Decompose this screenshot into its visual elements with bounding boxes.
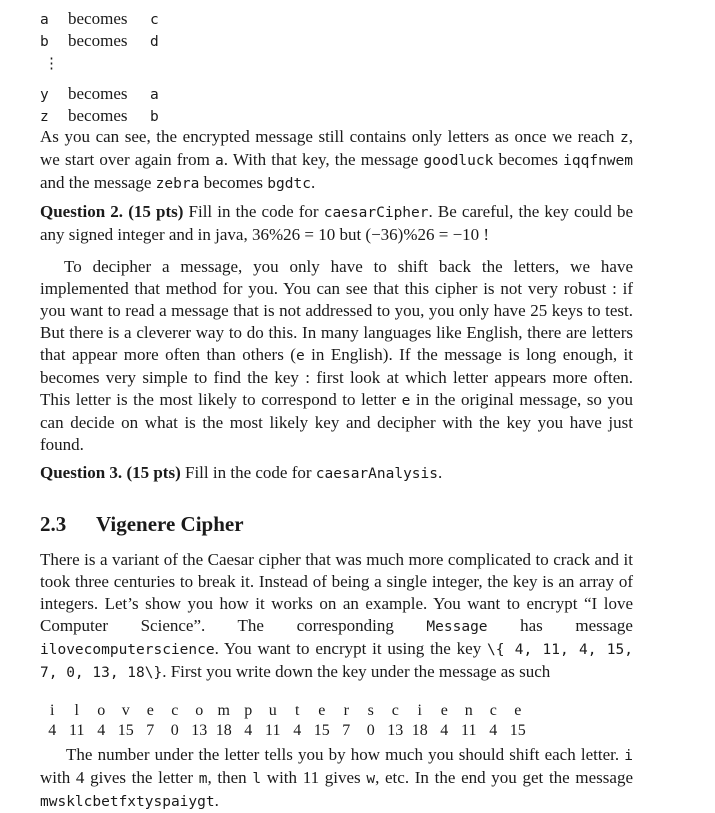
cipher-map-row: [40, 9, 159, 29]
message-letter: e: [146, 702, 154, 719]
key-shift: 15: [313, 722, 330, 739]
key-shift: 7: [146, 722, 155, 739]
message-letters-row: [40, 701, 530, 721]
message-letter: o: [195, 702, 204, 719]
code: iqqfnwem: [563, 153, 633, 169]
text: There is a variant of the Caesar cipher that was much more complicated to crack and it took three centuries to break it. Instead of being a single integer, the key is an array of integers. Let’s show you how it works on an example. You want to encrypt “I love Computer Science”. The corresponding: [40, 550, 633, 635]
code: \{ 4, 11, 4, 15, 7, 0, 13, 18\}: [40, 642, 633, 681]
message-letter: u: [268, 702, 277, 719]
code: caesarAnalysis: [315, 466, 438, 482]
key-shift: 4: [489, 722, 498, 739]
text: , etc. In the end you get the message: [375, 768, 633, 787]
text: in the original message, so you can decide on what is the most likely key and decipher with the key you have just found.: [40, 390, 633, 454]
question-2: [40, 201, 633, 246]
message-letter: c: [391, 702, 399, 719]
key-shift: 18: [215, 722, 232, 739]
paragraph-vigenere-intro: [40, 549, 633, 684]
cipher-map-source: a: [40, 12, 49, 28]
code: l: [252, 771, 262, 787]
message-letter: i: [50, 702, 55, 719]
key-shift: 4: [293, 722, 302, 739]
key-shift: 4: [48, 722, 57, 739]
cipher-map-word: becomes: [68, 9, 128, 28]
text: .: [438, 463, 443, 482]
message-letter: s: [367, 702, 374, 719]
cipher-map-target: b: [150, 109, 159, 125]
message-letter: o: [97, 702, 106, 719]
code: z: [620, 130, 629, 146]
cipher-map-target: a: [150, 87, 159, 103]
text: To decipher a message, you only have to shift back the letters, we have implemented that method for you. You can see that this cipher is not very robust : if you want to read a message that is not addressed to you, you only have 25 keys to test. But there is a cleverer way to do this. In many languages like English, there are letters that appear more often than others (: [40, 257, 633, 364]
text: with 4 gives the letter: [40, 768, 199, 787]
cipher-map-row: [40, 106, 159, 126]
section-heading: [40, 512, 244, 537]
text: in English). If the message is long enough, it becomes very simple to find the key : first look at which letter appears more often. This letter is the most likely to correspond to letter: [40, 345, 633, 409]
message-letter: t: [295, 702, 300, 719]
question-3: [40, 462, 633, 485]
text: becomes: [199, 173, 268, 192]
section-title: Vigenere Cipher: [96, 512, 244, 536]
key-shift: 0: [170, 722, 179, 739]
text: becomes: [493, 150, 564, 169]
key-shift: 15: [509, 722, 526, 739]
paragraph-vigenere-result: [40, 744, 633, 813]
code: goodluck: [423, 153, 494, 169]
key-shift: 4: [244, 722, 253, 739]
cipher-map-row: [40, 84, 159, 104]
cipher-map-source: b: [40, 34, 49, 50]
key-shift: 13: [387, 722, 404, 739]
code: bgdtc: [267, 176, 311, 192]
text: . With that key, the message: [223, 150, 424, 169]
text: .: [214, 791, 219, 810]
key-shift: 11: [461, 722, 477, 739]
cipher-map-word: becomes: [68, 84, 128, 103]
code: mwsklcbetfxtyspaiygt: [40, 794, 215, 810]
key-shift: 0: [366, 722, 375, 739]
message-letter: v: [121, 702, 130, 719]
message-letter: i: [417, 702, 422, 719]
key-alignment-table: [40, 701, 530, 741]
message-letter: c: [489, 702, 497, 719]
text: with 11 gives: [261, 768, 367, 787]
key-shifts-row: [40, 721, 530, 741]
text: As you can see, the encrypted message still contains only letters as once we reach: [40, 127, 621, 146]
cipher-map-word: becomes: [68, 106, 128, 125]
text: . First you write down the key under the message as such: [162, 662, 551, 681]
key-shift: 7: [342, 722, 351, 739]
question-label: Question 2.: [40, 202, 124, 221]
message-letter: e: [440, 702, 448, 719]
text: .: [310, 173, 316, 192]
paragraph-frequency-analysis: [40, 256, 633, 456]
text: and the message: [40, 173, 156, 192]
code: e: [401, 393, 411, 409]
text: . Be careful, the key could be any signed integer and in java, 36%26 = 10 but (−36)%26 = −10 !: [40, 202, 633, 244]
message-letter: e: [318, 702, 326, 719]
code: Message: [426, 619, 488, 635]
cipher-map-target: d: [150, 34, 159, 50]
code: m: [198, 771, 208, 787]
cipher-map-word: becomes: [68, 31, 128, 50]
cipher-map-source: z: [40, 109, 49, 125]
text: The number under the letter tells you by how much you should shift each letter.: [66, 745, 625, 764]
key-shift: 4: [440, 722, 449, 739]
code: a: [214, 153, 224, 169]
key-shift: 15: [117, 722, 134, 739]
text: Fill in the code for: [180, 463, 316, 482]
question-label: Question 3.: [40, 463, 123, 482]
message-letter: l: [74, 702, 79, 719]
cipher-map-row: [40, 31, 159, 51]
code: i: [624, 748, 633, 764]
question-points: (15 pts): [128, 202, 184, 221]
paragraph-wraparound: [40, 126, 633, 195]
text: , we start over again from: [40, 127, 633, 169]
message-letter: c: [171, 702, 179, 719]
key-shift: 18: [411, 722, 428, 739]
message-letter: m: [217, 702, 230, 719]
code: caesarCipher: [323, 205, 429, 221]
key-shift: 11: [69, 722, 85, 739]
key-shift: 11: [265, 722, 281, 739]
text: , then: [207, 768, 253, 787]
message-letter: n: [464, 702, 473, 719]
cipher-map-target: c: [150, 12, 159, 28]
key-shift: 4: [97, 722, 106, 739]
text: . You want to encrypt it using the key: [214, 639, 488, 658]
vertical-ellipsis: ⋮: [44, 56, 59, 72]
key-shift: 13: [191, 722, 208, 739]
cipher-map-source: y: [40, 87, 49, 103]
message-letter: p: [244, 702, 253, 719]
code: e: [295, 348, 305, 364]
code: ilovecomputerscience: [40, 642, 215, 658]
code: w: [366, 771, 376, 787]
message-letter: e: [514, 702, 522, 719]
section-number: 2.3: [40, 512, 67, 536]
code: zebra: [155, 176, 200, 192]
text: has message: [487, 616, 633, 635]
message-letter: r: [343, 702, 349, 719]
text: Fill in the code for: [183, 202, 324, 221]
question-points: (15 pts): [126, 463, 181, 482]
